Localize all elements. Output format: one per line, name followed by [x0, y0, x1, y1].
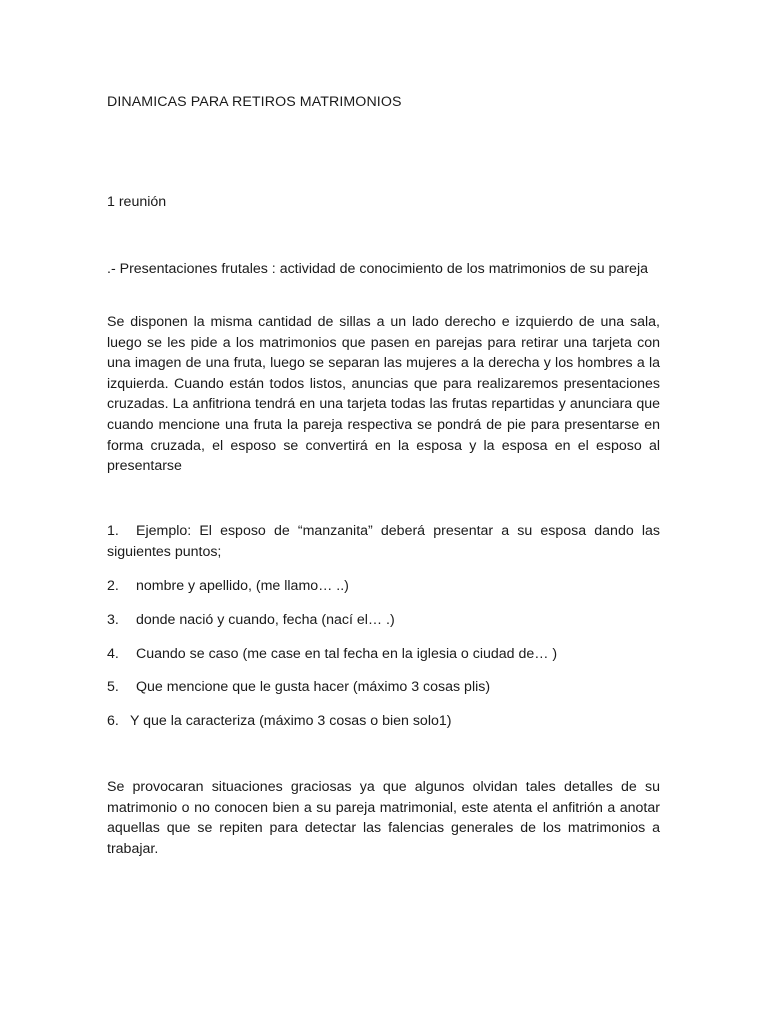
list-item	[107, 711, 660, 732]
list-item	[107, 644, 660, 665]
list-item	[107, 576, 660, 597]
document-title: DINAMICAS PARA RETIROS MATRIMONIOS	[107, 94, 402, 110]
list-text: Cuando se caso (me case en tal fecha en la iglesia o ciudad de… )	[136, 646, 558, 662]
list-number: 4.	[107, 646, 119, 662]
list-number: 1.	[107, 523, 119, 539]
list-text: nombre y apellido, (me llamo… ..)	[136, 578, 349, 594]
list-text: Ejemplo: El esposo de “manzanita” deberá presentar a su esposa dando las siguientes puntos;	[107, 523, 660, 560]
list-item	[107, 677, 660, 698]
list-text: Que mencione que le gusta hacer (máximo 3 cosas plis)	[136, 679, 491, 695]
closing-paragraph: Se provocaran situaciones graciosas ya que algunos olvidan tales detalles de su matrimonio o no conocen bien a su pareja matrimonial, este atenta el anfitrión a anotar aquellas que se repiten para detectar las falencias generales de los matrimonios a trabajar.	[107, 779, 660, 857]
list-number: 2.	[107, 578, 119, 594]
list-item	[107, 610, 660, 631]
list-number: 3.	[107, 612, 119, 628]
list-number: 5.	[107, 679, 119, 695]
list-number: 6.	[107, 713, 119, 729]
list-item	[107, 521, 660, 562]
intro-paragraph: .- Presentaciones frutales : actividad de conocimiento de los matrimonios de su pareja	[107, 261, 648, 277]
list-text: donde nació y cuando, fecha (nací el… .)	[136, 612, 395, 628]
list-text: Y que la caracteriza (máximo 3 cosas o bien solo1)	[130, 713, 452, 729]
description-paragraph: Se disponen la misma cantidad de sillas a un lado derecho e izquierdo de una sala, luego se les pide a los matrimonios que pasen en parejas para retirar una tarjeta con una imagen de una fruta, luego se separan las mujeres a la derecha y los hombres a la izquierda. Cuando están todos listos, anuncias que para realizaremos presentaciones cruzadas. La anfitriona tendrá en una tarjeta todas las frutas repartidas y anunciara que cuando mencione una fruta la pareja respectiva se pondrá de pie para presentarse en forma cruzada, el esposo se convertirá en la esposa y la esposa en el esposo al presentarse	[107, 314, 660, 475]
meeting-heading: 1 reunión	[107, 194, 167, 210]
